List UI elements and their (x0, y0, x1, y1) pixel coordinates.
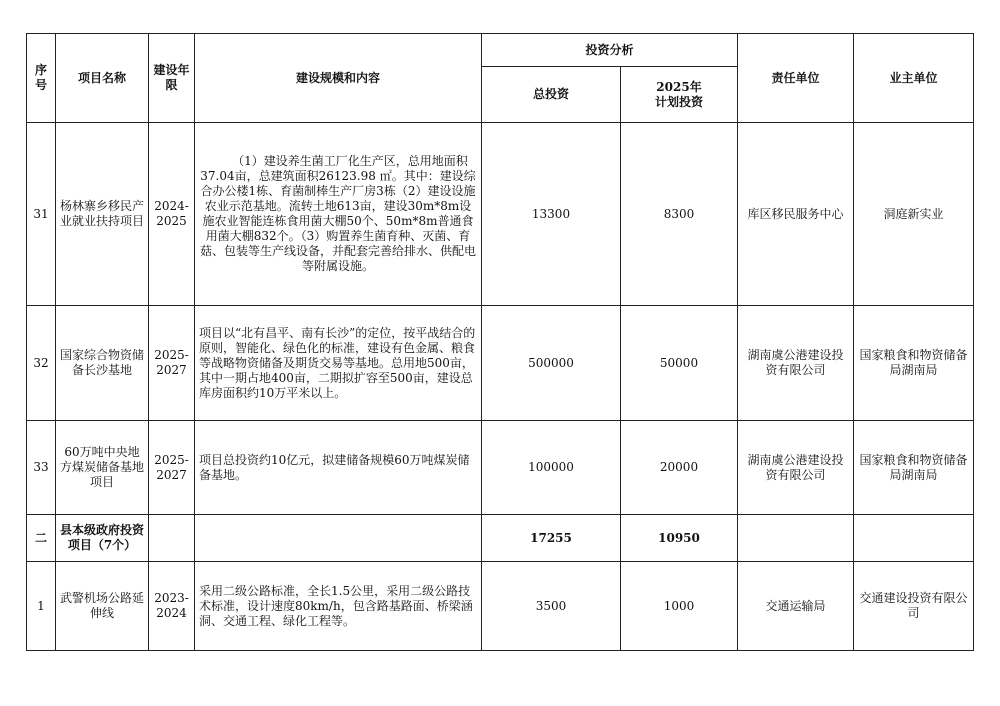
cell-scale (195, 515, 482, 562)
cell-total: 500000 (482, 306, 621, 421)
cell-seq: 33 (27, 421, 56, 515)
cell-seq: 1 (27, 562, 56, 651)
cell-period: 2023-2024 (149, 562, 195, 651)
cell-resp: 湖南虞公港建设投资有限公司 (738, 421, 854, 515)
cell-period (149, 515, 195, 562)
cell-scale: 项目总投资约10亿元，拟建储备规模60万吨煤炭储备基地。 (195, 421, 482, 515)
header-owner: 业主单位 (854, 34, 974, 123)
cell-resp: 湖南虞公港建设投资有限公司 (738, 306, 854, 421)
cell-total: 13300 (482, 123, 621, 306)
cell-plan: 50000 (621, 306, 738, 421)
cell-total: 17255 (482, 515, 621, 562)
cell-resp: 交通运输局 (738, 562, 854, 651)
table-row (27, 306, 974, 421)
cell-owner: 国家粮食和物资储备局湖南局 (854, 421, 974, 515)
cell-period: 2025-2027 (149, 306, 195, 421)
cell-plan: 8300 (621, 123, 738, 306)
header-total: 总投资 (482, 67, 621, 123)
cell-plan: 20000 (621, 421, 738, 515)
cell-scale: 采用二级公路标准，全长1.5公里，采用二级公路技术标准，设计速度80km/h，包含路基路面、桥梁涵洞、交通工程、绿化工程等。 (195, 562, 482, 651)
cell-name: 武警机场公路延伸线 (56, 562, 149, 651)
cell-resp: 库区移民服务中心 (738, 123, 854, 306)
cell-period: 2025-2027 (149, 421, 195, 515)
cell-name: 国家综合物资储备长沙基地 (56, 306, 149, 421)
cell-seq: 32 (27, 306, 56, 421)
cell-period: 2024-2025 (149, 123, 195, 306)
table-row (27, 421, 974, 515)
cell-total: 3500 (482, 562, 621, 651)
table-row-subtotal (27, 515, 974, 562)
cell-owner: 洞庭新实业 (854, 123, 974, 306)
header-name: 项目名称 (56, 34, 149, 123)
header-resp: 责任单位 (738, 34, 854, 123)
cell-owner (854, 515, 974, 562)
cell-name: 60万吨中央地方煤炭储备基地项目 (56, 421, 149, 515)
header-scale: 建设规模和内容 (195, 34, 482, 123)
table-row (27, 562, 974, 651)
header-period: 建设年限 (149, 34, 195, 123)
cell-plan: 1000 (621, 562, 738, 651)
table-row (27, 123, 974, 306)
cell-owner: 交通建设投资有限公司 (854, 562, 974, 651)
cell-scale: （1）建设养生菌工厂化生产区，总用地面积37.04亩，总建筑面积26123.98 ㎡。其中：建设综合办公楼1栋、育菌制棒生产厂房3栋（2）建设设施农业示范基地。流转土地613亩，建设30m*8m设施农业智能连栋食用菌大棚50个、50m*8m普通食用菌大棚832个。（3）购置养生菌育种、灭菌、育菇、包装等生产线设备，并配套完善给排水、供配电等附属设施。 (195, 123, 482, 306)
cell-seq: 二 (27, 515, 56, 562)
cell-resp (738, 515, 854, 562)
cell-owner: 国家粮食和物资储备局湖南局 (854, 306, 974, 421)
header-seq: 序号 (27, 34, 56, 123)
header-invest: 投资分析 (482, 34, 738, 67)
cell-plan: 10950 (621, 515, 738, 562)
cell-name: 杨林寨乡移民产业就业扶持项目 (56, 123, 149, 306)
cell-total: 100000 (482, 421, 621, 515)
header-plan: 2025年 计划投资 (621, 67, 738, 123)
investment-table (26, 33, 974, 651)
cell-scale: 项目以“北有昌平、南有长沙”的定位，按平战结合的原则，智能化、绿色化的标准，建设有色金属、粮食等战略物资储备及期货交易等基地。总用地500亩，其中一期占地400亩，二期拟扩容至500亩，建设总库房面积约10万平米以上。 (195, 306, 482, 421)
cell-seq: 31 (27, 123, 56, 306)
cell-name: 县本级政府投资项目（7个） (56, 515, 149, 562)
